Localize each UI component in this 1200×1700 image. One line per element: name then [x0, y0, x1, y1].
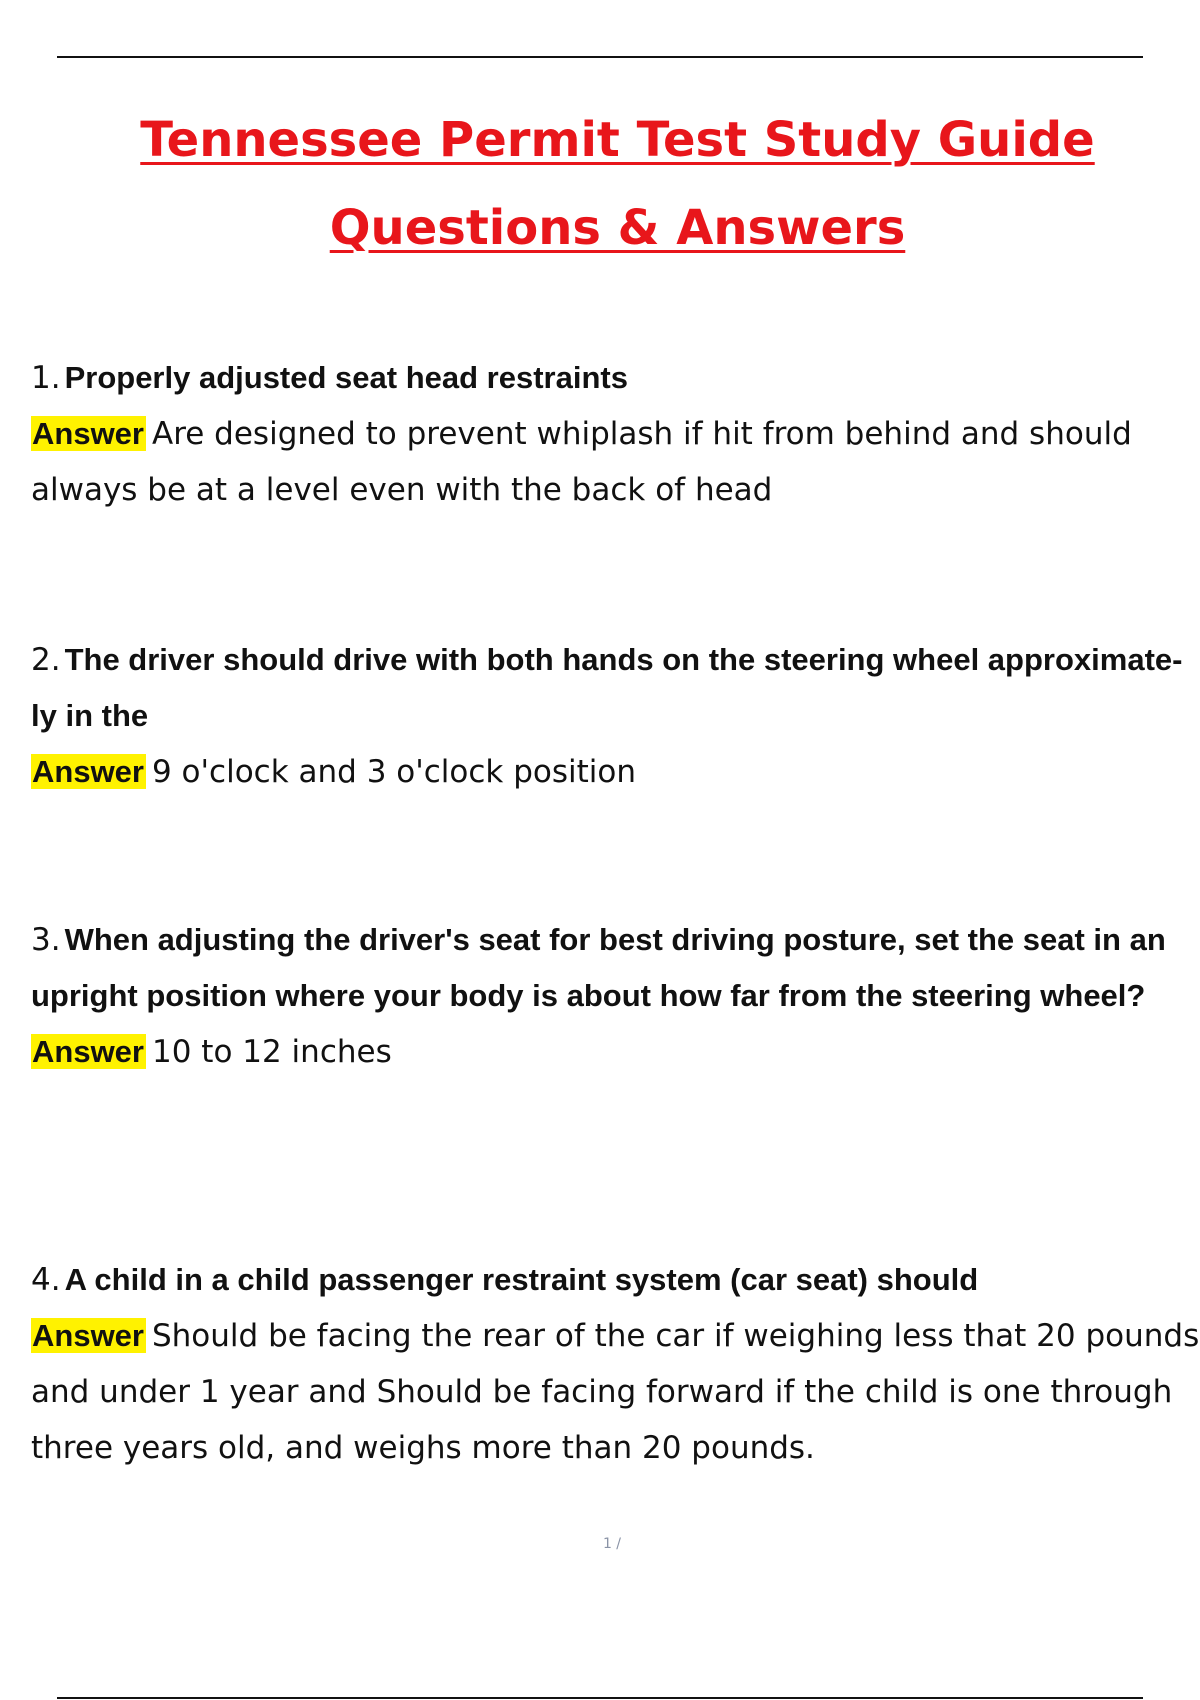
question-2 — [31, 632, 1200, 744]
answer-text: Are designed to prevent whiplash if hit from behind and should always be at a level even with the back of head — [31, 416, 1132, 508]
page-number: 1 / — [602, 1536, 622, 1552]
answer-label: Answer — [32, 1318, 144, 1353]
qa-item-3 — [31, 912, 1200, 1080]
answer-3 — [31, 1024, 1200, 1080]
question-text: The driver should drive with both hands on the steering wheel approximate- ly in the — [31, 642, 1183, 733]
qa-item-4 — [31, 1252, 1200, 1476]
answer-label: Answer — [32, 754, 144, 789]
question-1 — [31, 350, 1200, 406]
question-number: 3. — [31, 922, 61, 958]
answer-text: Should be facing the rear of the car if weighing less that 20 pounds and under 1 year and Should be facing forward if the child is one through three years old, and weighs more than 20 pounds. — [31, 1318, 1200, 1466]
document-title — [0, 96, 1200, 272]
answer-4 — [31, 1308, 1200, 1476]
answer-2 — [31, 744, 1200, 800]
bottom-rule — [57, 1697, 1143, 1699]
title-line-1: Tennessee Permit Test Study Guide — [140, 112, 1095, 168]
answer-text: 10 to 12 inches — [151, 1034, 392, 1070]
question-text: When adjusting the driver's seat for best driving posture, set the seat in an upright position where your body is about how far from the steering wheel? — [31, 922, 1166, 1013]
title-line-2: Questions & Answers — [329, 200, 906, 256]
question-3 — [31, 912, 1200, 1024]
question-text: Properly adjusted seat head restraints — [64, 360, 628, 395]
answer-label: Answer — [32, 416, 144, 451]
question-4 — [31, 1252, 1200, 1308]
answer-text: 9 o'clock and 3 o'clock position — [151, 754, 637, 790]
qa-item-1 — [31, 350, 1200, 518]
answer-label: Answer — [32, 1034, 144, 1069]
question-text: A child in a child passenger restraint system (car seat) should — [64, 1262, 979, 1297]
qa-item-2 — [31, 632, 1200, 800]
answer-1 — [31, 406, 1200, 518]
question-number: 2. — [31, 642, 61, 678]
question-number: 1. — [31, 360, 61, 396]
question-number: 4. — [31, 1262, 61, 1298]
top-rule — [57, 56, 1143, 58]
